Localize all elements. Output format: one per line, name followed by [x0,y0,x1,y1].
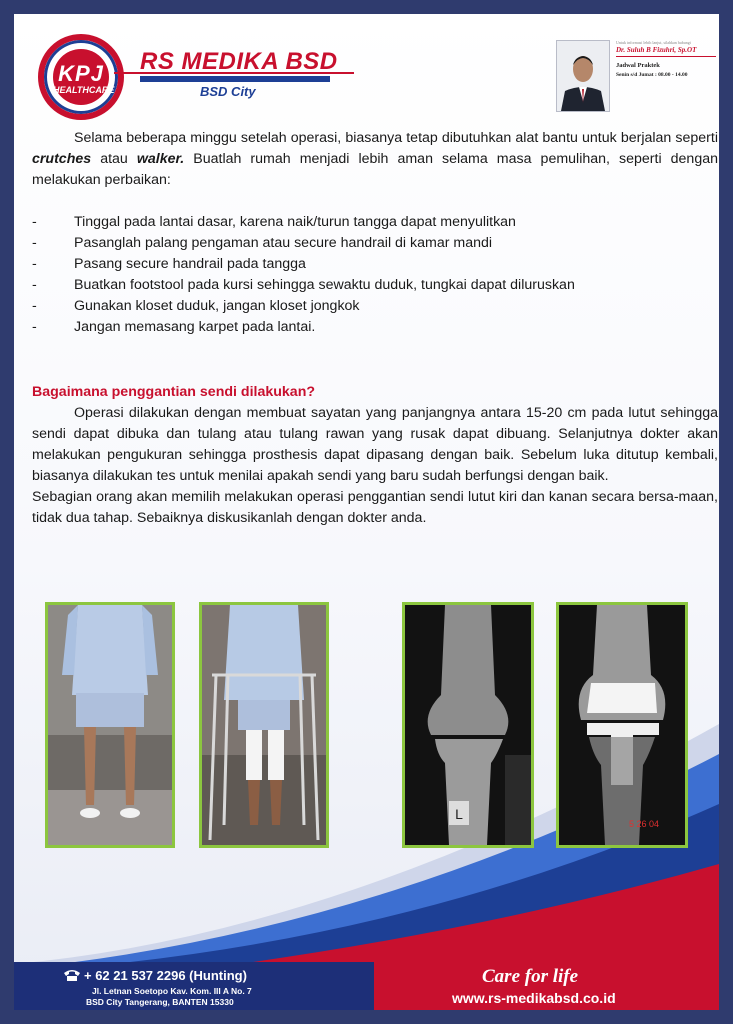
footer-phone: + 62 21 537 2296 (Hunting) [84,968,247,983]
footer-tagline: Care for life [482,966,579,987]
section-paragraph: Operasi dilakukan dengan membuat sayatan yang panjangnya antara 15-20 cm pada lutut sehingga sendi dapat dibuka dan tulang atau tulang rawan yang rusak dapat dibuang. Selanjutnya dokter akan melakukan pengukuran sehingga prosthesis dapat dipasang dengan baik. Sebelum luka ditutup kembali, biasanya dilakukan tes untuk menilai apakah sendi yang baru sudah berfungsi dengan baik. [32,405,718,484]
footer-website[interactable]: www.rs-medikabsd.co.id [452,990,616,1006]
brochure-page [14,14,719,1010]
phone-icon [62,968,82,982]
brand-underline-blue [140,76,330,82]
list-item: - Pasang secure handrail pada tangga [32,256,306,272]
footer-address-line-1: Jl. Letnan Soetopo Kav. Kom. III A No. 7 [92,986,252,996]
footer-address-line-2: BSD City Tangerang, BANTEN 15330 [86,997,234,1007]
xray-after [556,602,688,848]
list-item: - Jangan memasang karpet pada lantai. [32,319,316,335]
logo-kpj-text: KPJ [58,61,104,86]
patient-photo-walker [199,602,329,848]
section-title: Bagaimana penggantian sendi dilakukan? [32,384,316,400]
walker-term: walker. [136,151,185,167]
hospital-name: RS MEDIKA BSD [140,48,338,75]
section-paragraph-2: Sebagian orang akan memilih melakukan operasi penggantian sendi lutut kiri dan kanan secara bersa-maan, tidak dua tahap. Sebaiknya diskusikanlah dengan dokter anda. [32,489,718,526]
doctor-name: Dr. Suluh B Fizuhri, Sp.OT [616,46,697,54]
xray-marker-label: L [455,806,463,822]
xray-before [402,602,534,848]
crutches-term: crutches [32,151,92,167]
xray-date: 5 26 04 [629,819,660,829]
list-item: - Gunakan kloset duduk, jangan kloset jongkok [32,298,360,314]
doctor-caption: Untuk informasi lebih lanjut, silahkan hubungi [616,40,691,45]
schedule-label: Jadwal Praktek [616,62,660,69]
list-item: - Tinggal pada lantai dasar, karena naik/turun tangga dapat menyulitkan [32,214,516,230]
footer-bar [14,962,719,1010]
list-item: - Buatkan footstool pada kursi sehingga sewaktu duduk, tungkai dapat diluruskan [32,277,575,293]
list-item: - Pasanglah palang pengaman atau secure handrail di kamar mandi [32,235,493,251]
doctor-photo [556,40,610,112]
intro-paragraph: Selama beberapa minggu setelah operasi, biasanya tetap dibutuhkan alat bantu untuk berjalan seperti crutches atau walker. Buatlah rumah menjadi lebih aman selama masa pemulihan, seperti dengan melakukan perbaikan: [32,130,718,188]
logo-healthcare-text: HEALTHCARE [53,85,115,95]
article-body [32,128,718,529]
schedule-hours: Senin s/d Jumat : 08.00 - 14.00 [616,72,688,78]
doctor-info [616,40,716,78]
hospital-location: BSD City [200,84,256,99]
patient-photo-front [45,602,175,848]
home-safety-list [32,212,718,338]
kpj-logo [38,34,124,120]
